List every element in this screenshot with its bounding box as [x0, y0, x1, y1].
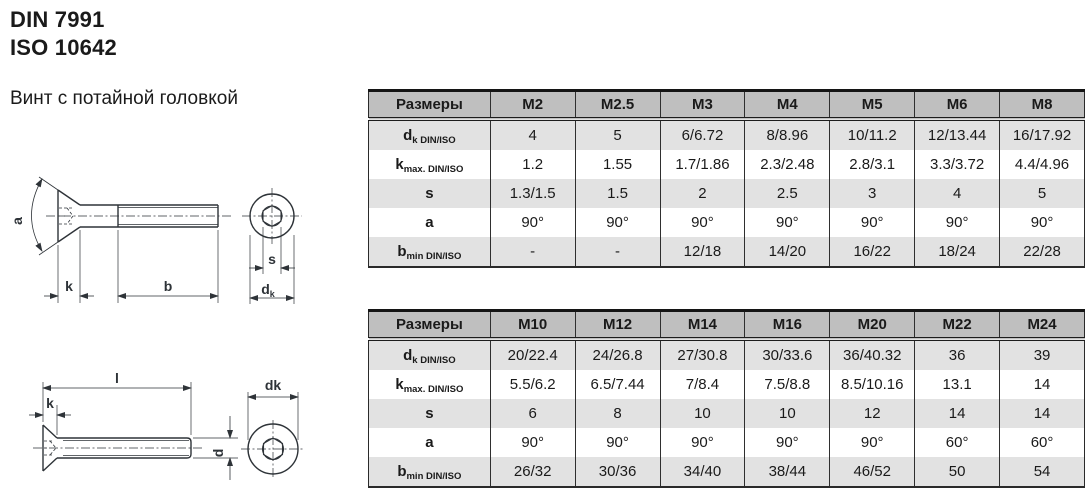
value-cell: 90°: [1000, 208, 1085, 237]
value-cell: 90°: [830, 428, 915, 457]
value-cell: 14: [1000, 399, 1085, 428]
value-cell: 90°: [575, 428, 660, 457]
header-row: [369, 311, 1085, 340]
value-cell: 38/44: [745, 457, 830, 487]
size-column-header: M2.5: [575, 91, 660, 120]
dim-label-angle-a: a: [9, 217, 25, 225]
value-cell: 6/6.72: [660, 119, 745, 150]
value-cell: 54: [1000, 457, 1085, 487]
value-cell: 20/22.4: [490, 339, 575, 370]
dim-label-s: s: [268, 251, 276, 267]
value-cell: 90°: [490, 428, 575, 457]
dim-label-b: b: [163, 278, 173, 294]
table-row: [369, 237, 1085, 267]
value-cell: 1.3/1.5: [490, 179, 575, 208]
value-cell: 13.1: [915, 370, 1000, 399]
value-cell: 16/22: [830, 237, 915, 267]
value-cell: 90°: [745, 208, 830, 237]
dim-label-k: k: [46, 395, 54, 411]
iso-title: ISO 10642: [10, 35, 117, 60]
row-label: s: [425, 405, 434, 422]
value-cell: 4: [915, 179, 1000, 208]
header-row: [369, 91, 1085, 120]
value-cell: 60°: [915, 428, 1000, 457]
value-cell: 2.8/3.1: [830, 150, 915, 179]
value-cell: 2.3/2.48: [745, 150, 830, 179]
row-label: $d_{k DIN/ISO}$: [403, 347, 456, 366]
value-cell: 7.5/8.8: [745, 370, 830, 399]
value-cell: 30/33.6: [745, 339, 830, 370]
value-cell: 50: [915, 457, 1000, 487]
value-cell: 3.3/3.72: [915, 150, 1000, 179]
value-cell: 26/32: [490, 457, 575, 487]
value-cell: 6.5/7.44: [575, 370, 660, 399]
value-cell: 16/17.92: [1000, 119, 1085, 150]
value-cell: 8.5/10.16: [830, 370, 915, 399]
value-cell: 10: [660, 399, 745, 428]
value-cell: 1.55: [575, 150, 660, 179]
value-cell: -: [575, 237, 660, 267]
row-label: $b_{min DIN/ISO}$: [397, 243, 462, 262]
size-column-header: M14: [660, 311, 745, 340]
row-label: a: [425, 434, 434, 451]
dimensions-header: Размеры: [369, 91, 491, 120]
value-cell: 2: [660, 179, 745, 208]
value-cell: 5: [1000, 179, 1085, 208]
size-column-header: M4: [745, 91, 830, 120]
table-row: [369, 119, 1085, 150]
table-row: [369, 428, 1085, 457]
value-cell: 4.4/4.96: [1000, 150, 1085, 179]
size-column-header: M5: [830, 91, 915, 120]
value-cell: 90°: [915, 208, 1000, 237]
value-cell: 14: [1000, 370, 1085, 399]
value-cell: 90°: [660, 208, 745, 237]
dim-label-dk: $d_k$: [261, 281, 275, 299]
size-column-header: M12: [575, 311, 660, 340]
value-cell: 4: [490, 119, 575, 150]
value-cell: 18/24: [915, 237, 1000, 267]
din-title: DIN 7991: [10, 7, 105, 32]
dimensions-header: Размеры: [369, 311, 491, 340]
spec-table-m2-m8: [368, 89, 1085, 268]
value-cell: 34/40: [660, 457, 745, 487]
row-label: $d_{k DIN/ISO}$: [403, 127, 456, 146]
dim-label-dk: dk: [264, 377, 282, 393]
value-cell: -: [490, 237, 575, 267]
value-cell: 22/28: [1000, 237, 1085, 267]
value-cell: 12: [830, 399, 915, 428]
size-column-header: M22: [915, 311, 1000, 340]
dim-label-k: k: [65, 278, 73, 294]
value-cell: 36/40.32: [830, 339, 915, 370]
value-cell: 90°: [660, 428, 745, 457]
value-cell: 5.5/6.2: [490, 370, 575, 399]
size-column-header: M10: [490, 311, 575, 340]
table-row: [369, 399, 1085, 428]
size-column-header: M8: [1000, 91, 1085, 120]
standard-titles: [10, 6, 117, 62]
value-cell: 10: [745, 399, 830, 428]
row-label: $k_{max. DIN/ISO}$: [395, 376, 464, 395]
value-cell: 8: [575, 399, 660, 428]
value-cell: 14/20: [745, 237, 830, 267]
value-cell: 12/18: [660, 237, 745, 267]
value-cell: 1.2: [490, 150, 575, 179]
technical-drawing-length-view: [8, 340, 338, 500]
value-cell: 24/26.8: [575, 339, 660, 370]
value-cell: 90°: [830, 208, 915, 237]
value-cell: 60°: [1000, 428, 1085, 457]
technical-drawing-head-angle-view: [8, 146, 338, 311]
spec-table-m10-m24: [368, 309, 1085, 488]
value-cell: 8/8.96: [745, 119, 830, 150]
row-label: $b_{min DIN/ISO}$: [397, 463, 462, 482]
size-column-header: M2: [490, 91, 575, 120]
table-row: [369, 150, 1085, 179]
size-column-header: M3: [660, 91, 745, 120]
value-cell: 90°: [575, 208, 660, 237]
value-cell: 3: [830, 179, 915, 208]
row-label: $k_{max. DIN/ISO}$: [395, 156, 464, 175]
value-cell: 46/52: [830, 457, 915, 487]
value-cell: 90°: [490, 208, 575, 237]
value-cell: 1.5: [575, 179, 660, 208]
row-label: a: [425, 214, 434, 231]
value-cell: 90°: [745, 428, 830, 457]
value-cell: 5: [575, 119, 660, 150]
row-label: s: [425, 185, 434, 202]
product-name: Винт с потайной головкой: [10, 88, 238, 109]
value-cell: 36: [915, 339, 1000, 370]
size-column-header: M16: [745, 311, 830, 340]
size-column-header: M6: [915, 91, 1000, 120]
value-cell: 30/36: [575, 457, 660, 487]
value-cell: 1.7/1.86: [660, 150, 745, 179]
value-cell: 27/30.8: [660, 339, 745, 370]
value-cell: 12/13.44: [915, 119, 1000, 150]
table-row: [369, 370, 1085, 399]
value-cell: 39: [1000, 339, 1085, 370]
value-cell: 14: [915, 399, 1000, 428]
table-row: [369, 179, 1085, 208]
size-column-header: M24: [1000, 311, 1085, 340]
table-row: [369, 208, 1085, 237]
value-cell: 7/8.4: [660, 370, 745, 399]
table-row: [369, 457, 1085, 487]
value-cell: 6: [490, 399, 575, 428]
dim-label-l: l: [115, 370, 119, 386]
size-column-header: M20: [830, 311, 915, 340]
dim-label-d: d: [210, 448, 226, 458]
table-row: [369, 339, 1085, 370]
value-cell: 2.5: [745, 179, 830, 208]
value-cell: 10/11.2: [830, 119, 915, 150]
